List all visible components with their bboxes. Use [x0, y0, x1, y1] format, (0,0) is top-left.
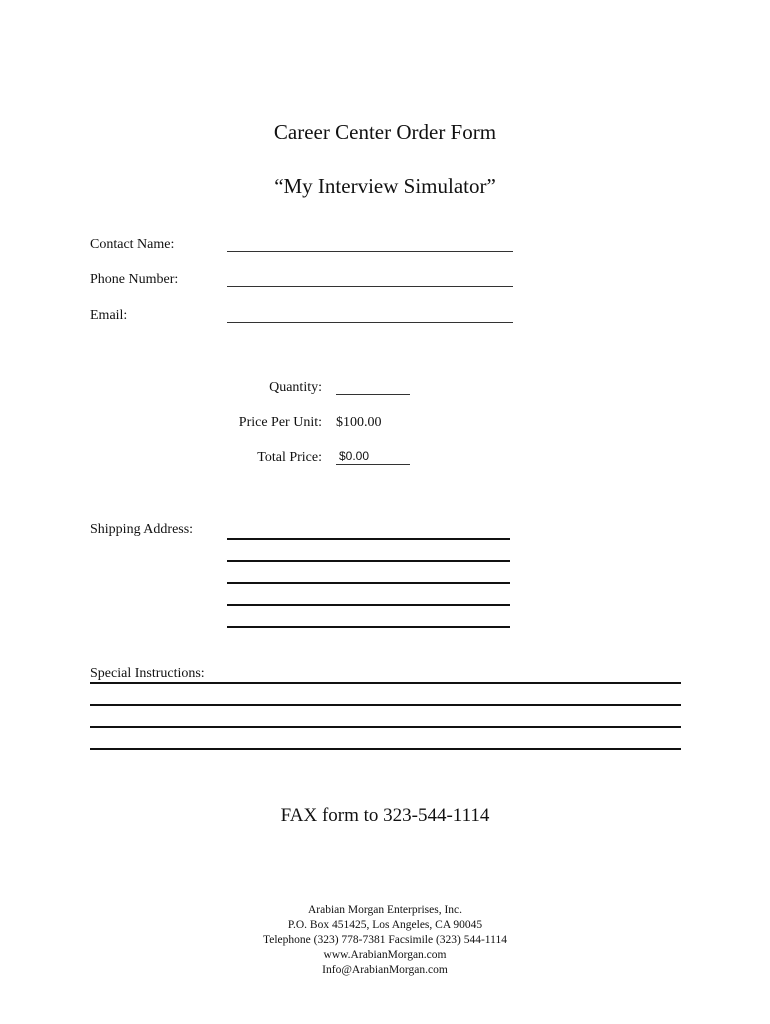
contact-name-label: Contact Name:: [90, 237, 175, 252]
special-instructions-line[interactable]: [90, 682, 681, 684]
shipping-address-line[interactable]: [227, 560, 510, 562]
total-price-field: [336, 448, 410, 465]
email-label: Email:: [90, 308, 128, 323]
footer-email: Info@ArabianMorgan.com: [322, 964, 448, 976]
fax-instruction: FAX form to 323-544-1114: [280, 805, 490, 826]
footer-website: www.ArabianMorgan.com: [323, 949, 447, 961]
company-footer: [0, 903, 770, 978]
footer-phone: Telephone (323) 778-7381 Facsimile (323) 544-1114: [263, 934, 507, 946]
phone-number-label: Phone Number:: [90, 272, 179, 287]
special-instructions-line[interactable]: [90, 726, 681, 728]
price-per-unit-value: $100.00: [336, 415, 382, 430]
shipping-address-label: Shipping Address:: [90, 522, 194, 537]
shipping-address-line[interactable]: [227, 604, 510, 606]
contact-name-field[interactable]: [227, 234, 513, 252]
total-price-value: $0.00: [339, 449, 370, 463]
special-instructions-line[interactable]: [90, 704, 681, 706]
email-field[interactable]: [227, 305, 513, 323]
shipping-address-line[interactable]: [227, 538, 510, 540]
quantity-field[interactable]: [336, 378, 410, 395]
shipping-address-line[interactable]: [227, 626, 510, 628]
price-per-unit-label: Price Per Unit:: [238, 415, 322, 430]
footer-address: P.O. Box 451425, Los Angeles, CA 90045: [287, 919, 483, 931]
product-name: “My Interview Simulator”: [274, 174, 496, 198]
phone-number-field[interactable]: [227, 269, 513, 287]
quantity-label: Quantity:: [269, 380, 322, 395]
special-instructions-label: Special Instructions:: [90, 666, 205, 681]
shipping-address-line[interactable]: [227, 582, 510, 584]
special-instructions-line[interactable]: [90, 748, 681, 750]
form-title: Career Center Order Form: [273, 120, 497, 144]
total-price-label: Total Price:: [257, 450, 322, 465]
footer-company: Arabian Morgan Enterprises, Inc.: [307, 904, 463, 916]
